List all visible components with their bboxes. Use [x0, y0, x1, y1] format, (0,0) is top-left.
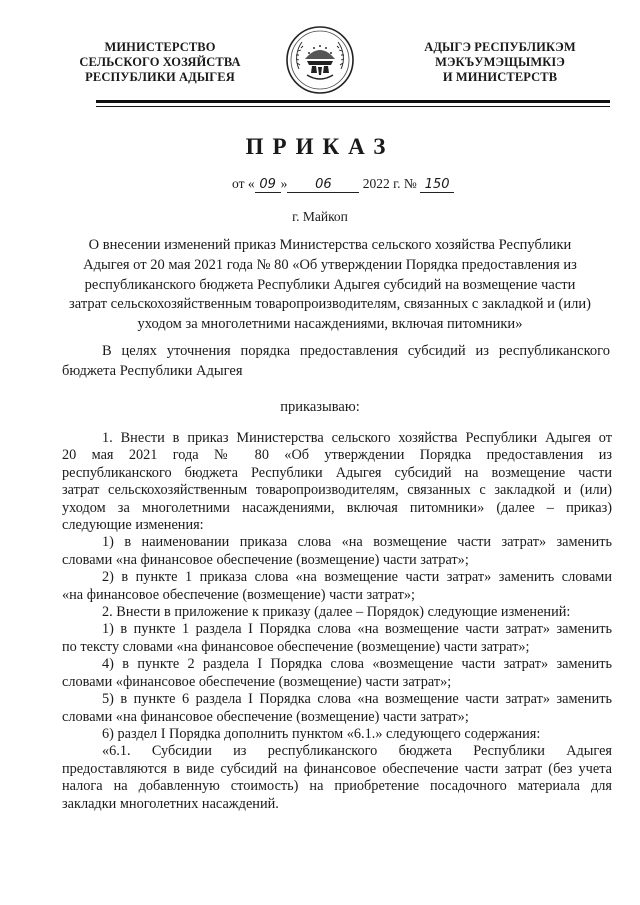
header-divider-thick [96, 100, 610, 103]
date-month-handwritten: 06 [287, 178, 359, 193]
body-line: закладки многолетних насаждений. [62, 795, 279, 812]
date-mid: » [280, 176, 288, 191]
body-line: «6.1. Субсидии из республиканского бюджета Республики Адыгея [102, 743, 612, 760]
body-line: «на финансовое обеспечение (возмещение) части затрат»; [62, 586, 415, 603]
body-line: словами «на финансовое обеспечение (возмещение) части затрат»; [62, 708, 469, 725]
header-right-line: МЭКЪУМЭЩЫМКIЭ [435, 55, 565, 69]
header-right-line: И МИНИСТЕРСТВ [442, 70, 558, 84]
order-word: приказываю: [280, 399, 360, 415]
subject-line: О внесении изменений приказ Министерства сельского хозяйства Республики [88, 237, 572, 253]
header-left-line: МИНИСТЕРСТВО [104, 40, 216, 54]
body-line: 2. Внести в приложение к приказу (далее – Порядок) следующие изменений: [102, 604, 571, 621]
date-prefix: от « [232, 176, 255, 191]
preamble [62, 342, 610, 381]
header-left-line: СЕЛЬСКОГО ХОЗЯЙСТВА [79, 55, 241, 69]
order-number-handwritten: 150 [420, 178, 454, 193]
body-line: уходом за многолетними насаждениями, включая питомники» (далее – приказ) [62, 499, 612, 516]
body-line: 2) в пункте 1 приказа слова «на возмещение части затрат» заменить словами [102, 569, 612, 586]
body-line: 1) в наименовании приказа слова «на возмещение части затрат» заменить [102, 534, 612, 551]
header-right-line: АДЫГЭ РЕСПУБЛИКЭМ [424, 40, 576, 54]
order-body [62, 430, 612, 813]
body-line: налога на добавленную стоимость) на приобретение посадочного материала для [62, 778, 612, 795]
coat-of-arms-icon [285, 25, 355, 95]
preamble-line: В целях уточнения порядка предоставления субсидий из республиканского [102, 343, 610, 359]
body-line: словами «на финансовое обеспечение (возмещение) части затрат»; [62, 551, 469, 568]
subject-line: Адыгея от 20 мая 2021 года № 80 «Об утверждении Порядка предоставления из [83, 256, 577, 273]
body-line: предоставляются в виде субсидий на финансовое обеспечение части затрат (без учета [62, 760, 612, 777]
order-subject [58, 236, 602, 335]
body-line: 6) раздел I Порядка дополнить пунктом «6.1.» следующего содержания: [102, 725, 541, 742]
header-left-line: РЕСПУБЛИКИ АДЫГЕЯ [85, 70, 235, 84]
number-prefix: № [403, 176, 417, 191]
date-year: 2022 г. [362, 176, 401, 191]
body-line: 1) в пункте 1 раздела I Порядка слова «на возмещение части затрат» заменить [102, 621, 612, 638]
preamble-line: бюджета Республики Адыгея [62, 362, 243, 379]
ministry-name-russian [40, 40, 280, 85]
city-line: г. Майкоп [292, 209, 348, 224]
body-line: 5) в пункте 6 раздела I Порядка слова «на возмещение части затрат» заменить [102, 691, 612, 708]
body-line: 20 мая 2021 года № 80 «Об утверждении Порядка предоставления из [62, 447, 612, 464]
body-line: словами «финансовое обеспечение (возмещение) части затрат»; [62, 673, 452, 690]
body-line: затрат сельскохозяйственным товаропроизводителям, связанных с закладкой и (или) [62, 482, 612, 499]
subject-line: республиканского бюджета Республики Адыгея субсидий на возмещение части [84, 276, 576, 293]
body-line: следующие изменения: [62, 517, 204, 534]
subject-line: затрат сельскохозяйственным товаропроизводителям, связанных с закладкой и (или) [69, 296, 591, 313]
body-line: 4) в пункте 2 раздела I Порядка слова «возмещение части затрат» заменить [102, 656, 612, 673]
document-title: ПРИКАЗ [245, 134, 395, 159]
order-date-line [232, 176, 454, 193]
ministry-name-adyghe [380, 40, 620, 85]
body-line: республиканского бюджета Республики Адыгея субсидий на возмещение части [62, 464, 612, 481]
subject-line: уходом за многолетними насаждениями, включая питомники» [137, 316, 523, 333]
header-divider-thin [96, 106, 610, 107]
body-line: по тексту словами «на финансовое обеспечение (возмещение) части затрат»; [62, 638, 530, 655]
date-day-handwritten: 09 [255, 178, 281, 193]
body-line: 1. Внести в приказ Министерства сельского хозяйства Республики Адыгея от [102, 430, 612, 446]
